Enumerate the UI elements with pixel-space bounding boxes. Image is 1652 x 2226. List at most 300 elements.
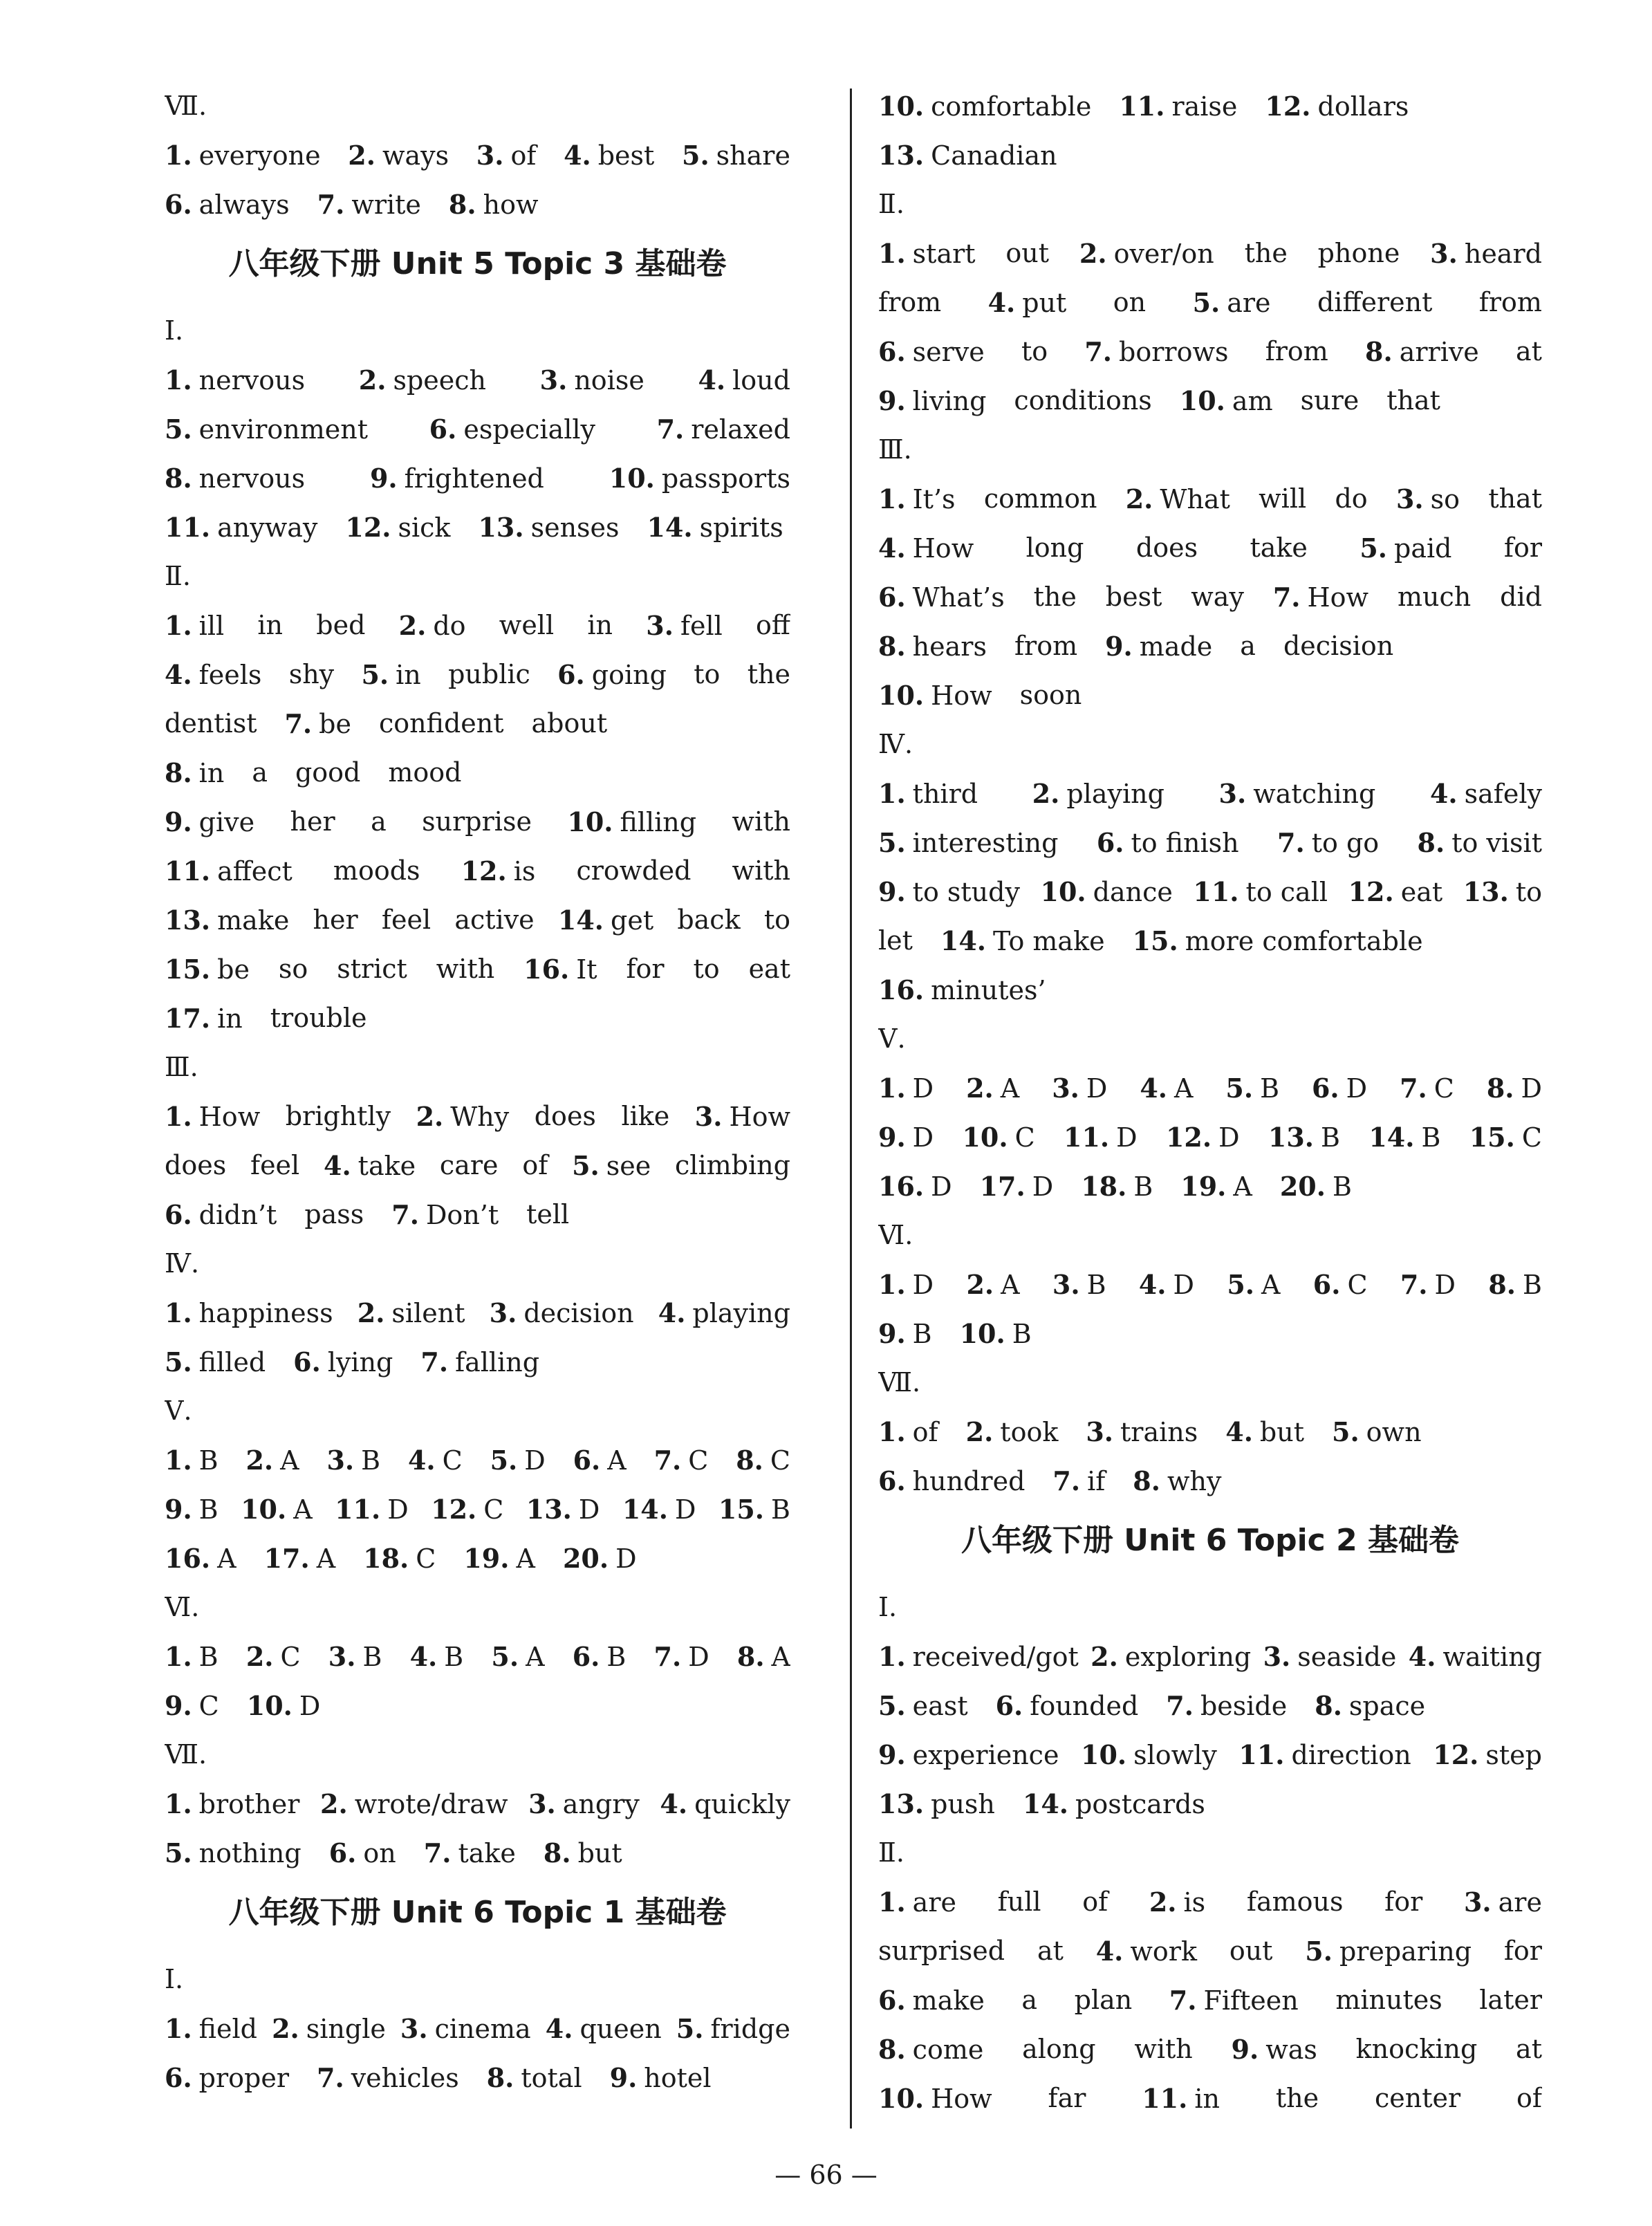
item-number: 7. — [656, 414, 685, 445]
item-answer: B — [1133, 1171, 1153, 1202]
answer-item — [1005, 229, 1049, 278]
item-answer: slowly — [1133, 1740, 1217, 1770]
item-number: 7. — [653, 1445, 682, 1476]
item-number: 6. — [165, 189, 192, 220]
item-answer: from — [1265, 336, 1328, 367]
item-answer: let — [878, 925, 913, 956]
answer-item — [388, 748, 461, 797]
item-answer: D — [1218, 1122, 1240, 1153]
item-number: 19. — [463, 1543, 510, 1574]
answer-item — [165, 797, 254, 846]
answer-item — [966, 1260, 1019, 1309]
answer-line — [878, 1064, 1542, 1113]
item-number: 17. — [263, 1543, 310, 1574]
item-answer: to — [694, 659, 721, 689]
item-number: 6. — [878, 336, 906, 367]
answer-item — [382, 896, 431, 945]
section-numeral: Ⅱ. — [165, 561, 191, 591]
answer-item — [165, 180, 290, 229]
answer-item — [165, 1485, 219, 1534]
item-answer: B — [198, 1642, 219, 1672]
answer-item — [878, 622, 987, 671]
item-number: 5. — [361, 659, 389, 690]
answer-item — [878, 1260, 934, 1309]
item-answer: on — [1113, 287, 1147, 317]
answer-line — [878, 1456, 1542, 1505]
item-answer: come — [912, 2034, 984, 2065]
answer-item — [250, 1141, 299, 1190]
item-answer: It’s — [912, 484, 956, 514]
item-number: 13. — [878, 140, 925, 171]
item-answer: is — [1183, 1887, 1206, 1918]
item-answer: the — [1033, 582, 1077, 612]
answer-item — [878, 818, 1058, 867]
item-number: 3. — [539, 364, 568, 396]
item-answer: active — [454, 905, 535, 935]
answer-item — [764, 896, 790, 945]
item-answer: space — [1348, 1691, 1426, 1721]
item-answer: A — [771, 1642, 790, 1672]
answer-item — [324, 1141, 416, 1190]
item-answer: best — [1105, 582, 1162, 612]
item-answer: D — [1086, 1073, 1108, 1104]
answer-item — [1332, 1407, 1422, 1456]
answer-item — [748, 650, 790, 699]
item-answer: strict — [337, 954, 407, 984]
item-number: 13. — [878, 1788, 925, 1819]
item-answer: A — [1001, 1270, 1020, 1300]
item-answer: waiting — [1442, 1642, 1542, 1672]
answer-line — [165, 699, 790, 748]
answer-item — [304, 1190, 364, 1239]
item-answer: How — [931, 2084, 992, 2114]
answer-item — [1037, 1927, 1064, 1976]
item-number: 3. — [528, 1788, 556, 1819]
item-number: 6. — [328, 1837, 357, 1868]
item-answer: trouble — [270, 1003, 367, 1033]
item-number: 5. — [165, 1837, 192, 1868]
item-number: 10. — [1081, 1739, 1127, 1770]
item-answer: phone — [1317, 238, 1400, 268]
item-answer: A — [316, 1543, 336, 1574]
item-number: 6. — [1096, 827, 1124, 858]
item-number: 8. — [878, 2034, 906, 2065]
item-number: 6. — [165, 1199, 192, 1230]
item-number: 2. — [966, 1269, 994, 1300]
item-number: 15. — [1469, 1122, 1515, 1153]
answer-item — [1500, 573, 1542, 622]
answer-item — [572, 1141, 651, 1190]
answer-item — [1504, 1927, 1542, 1976]
item-number: 2. — [966, 1073, 994, 1104]
item-answer: anyway — [217, 512, 318, 543]
answer-item — [567, 797, 696, 846]
item-answer: good — [295, 757, 361, 788]
answer-item — [408, 1436, 463, 1485]
item-number: 11. — [335, 1494, 381, 1525]
item-number: 3. — [1430, 238, 1458, 269]
item-number: 4. — [564, 140, 591, 171]
item-answer: Fifteen — [1203, 1985, 1299, 2016]
answer-item — [1430, 229, 1542, 278]
section-numeral: Ⅳ. — [165, 1248, 200, 1279]
answer-item — [878, 2074, 992, 2123]
answer-item — [337, 945, 407, 994]
item-answer: so — [278, 954, 308, 984]
answer-item — [165, 601, 224, 650]
answer-item — [1227, 1260, 1280, 1309]
item-answer: Canadian — [931, 140, 1057, 171]
item-answer: D — [1346, 1073, 1368, 1104]
answer-item — [1149, 1877, 1205, 1927]
answer-item — [165, 1288, 333, 1337]
item-number: 4. — [545, 2013, 573, 2044]
answer-item — [1193, 867, 1328, 916]
item-answer: B — [912, 1319, 932, 1349]
item-number: 3. — [646, 610, 674, 641]
item-answer: if — [1087, 1466, 1106, 1496]
item-answer: to visit — [1451, 828, 1542, 858]
answer-item — [646, 601, 723, 650]
answer-item — [1041, 867, 1173, 916]
answer-item — [1086, 1407, 1198, 1456]
item-answer: are — [1227, 288, 1271, 318]
answer-item — [1034, 573, 1077, 622]
answer-item — [558, 896, 653, 945]
item-number: 10. — [1179, 385, 1225, 416]
item-answer: fridge — [710, 2014, 790, 2044]
answer-line — [165, 1681, 790, 1730]
answer-item — [658, 1288, 790, 1337]
item-answer: happiness — [198, 1298, 333, 1328]
item-answer: D — [688, 1642, 709, 1672]
answer-item — [535, 1092, 596, 1141]
item-number: 11. — [1064, 1122, 1110, 1153]
answer-item — [1277, 818, 1379, 867]
section-numeral: Ⅰ. — [165, 1964, 184, 1994]
item-number: 12. — [1433, 1739, 1479, 1770]
answer-item — [361, 650, 420, 699]
item-number: 5. — [572, 1150, 600, 1181]
answer-item — [424, 1828, 516, 1877]
answer-item — [654, 1436, 709, 1485]
item-answer: D — [1521, 1073, 1542, 1104]
answer-line — [165, 1190, 790, 1239]
item-number: 13. — [478, 512, 524, 543]
item-answer: everyone — [198, 140, 321, 171]
answer-item — [491, 1632, 544, 1681]
item-answer: for — [1384, 1886, 1423, 1917]
answer-line — [878, 622, 1542, 671]
answer-line — [878, 1681, 1542, 1730]
answer-item — [295, 748, 360, 797]
item-answer: at — [1516, 336, 1542, 367]
item-number: 2. — [272, 2013, 299, 2044]
answer-item — [1064, 1113, 1138, 1162]
item-number: 13. — [1268, 1122, 1315, 1153]
answer-item — [370, 454, 544, 503]
answer-item — [878, 1309, 932, 1358]
item-answer: bed — [316, 610, 366, 640]
answer-item — [279, 945, 308, 994]
item-answer: A — [1000, 1073, 1020, 1104]
item-answer: D — [1173, 1270, 1194, 1300]
item-answer: B — [444, 1642, 464, 1672]
item-answer: the — [747, 659, 790, 689]
item-number: 8. — [448, 189, 476, 220]
item-answer: How — [1307, 582, 1369, 613]
item-number: 3. — [1052, 1269, 1080, 1300]
answer-item — [1191, 573, 1244, 622]
answer-item — [1283, 622, 1393, 671]
item-number: 7. — [420, 1346, 449, 1378]
item-answer: best — [597, 140, 655, 171]
item-number: 9. — [878, 385, 906, 416]
answer-item — [416, 1092, 510, 1141]
item-answer: but — [577, 1838, 622, 1868]
item-number: 5. — [1192, 287, 1221, 318]
answer-item — [718, 1485, 790, 1534]
item-number: 13. — [526, 1494, 572, 1525]
item-answer: What’s — [912, 582, 1005, 613]
item-answer: total — [521, 2063, 582, 2093]
left-column — [165, 82, 790, 2102]
item-answer: do — [433, 611, 466, 641]
answer-item — [676, 2004, 790, 2053]
section-numeral: Ⅱ. — [878, 1837, 904, 1868]
item-answer: a — [1240, 631, 1256, 661]
item-answer: be — [319, 709, 351, 739]
answer-item — [422, 797, 532, 846]
answer-item — [1238, 1730, 1411, 1779]
answer-item — [1081, 1162, 1153, 1211]
answer-line — [165, 1485, 790, 1534]
item-number: 6. — [995, 1690, 1023, 1721]
item-number: 8. — [1133, 1465, 1160, 1496]
item-number: 11. — [1119, 91, 1165, 122]
item-answer: sick — [398, 512, 451, 543]
answer-line — [878, 1927, 1542, 1976]
item-number: 10. — [1040, 876, 1086, 907]
item-answer: C — [1521, 1122, 1542, 1153]
answer-item — [165, 650, 261, 699]
item-answer: back — [677, 905, 741, 935]
item-number: 7. — [1052, 1465, 1081, 1496]
item-answer: A — [217, 1543, 236, 1574]
answer-item — [1487, 1064, 1542, 1113]
item-number: 4. — [987, 287, 1016, 318]
item-number: 3. — [1463, 1886, 1492, 1918]
answer-item — [1409, 1632, 1542, 1681]
item-number: 19. — [1180, 1171, 1227, 1202]
item-number: 2. — [1090, 1641, 1118, 1672]
item-answer: with — [732, 855, 790, 886]
answer-item — [257, 601, 283, 650]
answer-item — [1081, 1730, 1217, 1779]
item-answer: dollars — [1317, 91, 1409, 122]
item-answer: filled — [198, 1347, 266, 1378]
item-answer: fell — [680, 611, 723, 641]
answer-item — [371, 797, 387, 846]
answer-item — [1265, 82, 1409, 131]
answer-item — [431, 1485, 503, 1534]
item-number: 6. — [572, 1641, 600, 1672]
answer-line — [878, 474, 1542, 523]
item-answer: pass — [304, 1199, 364, 1230]
item-answer: are — [912, 1887, 956, 1918]
item-answer: D — [912, 1073, 934, 1104]
answer-item — [1463, 867, 1542, 916]
item-answer: with — [732, 806, 790, 837]
answer-item — [878, 131, 1057, 180]
answer-item — [449, 180, 539, 229]
item-number: 4. — [660, 1788, 688, 1819]
section-numeral: Ⅲ. — [165, 1052, 198, 1082]
answer-item — [626, 945, 664, 994]
item-number: 11. — [1142, 2083, 1188, 2114]
answer-item — [878, 2025, 983, 2074]
answer-item — [329, 1828, 396, 1877]
section-numeral: Ⅵ. — [165, 1592, 200, 1622]
item-number: 6. — [165, 2062, 192, 2093]
item-answer: her — [313, 905, 358, 935]
item-answer: paid — [1394, 533, 1452, 564]
answer-item — [252, 748, 268, 797]
item-answer: A — [293, 1494, 313, 1525]
item-answer: A — [516, 1543, 535, 1574]
answer-item — [313, 896, 358, 945]
answer-item — [1136, 523, 1198, 573]
item-answer: A — [1261, 1270, 1281, 1300]
answer-item — [326, 1436, 380, 1485]
item-answer: out — [1229, 1936, 1273, 1966]
answer-item — [476, 131, 537, 180]
item-number: 10. — [241, 1494, 287, 1525]
answer-item — [878, 965, 1046, 1014]
item-answer: to call — [1245, 877, 1328, 907]
item-number: 5. — [676, 2013, 704, 2044]
answer-item — [878, 1927, 1005, 1976]
answer-line — [878, 573, 1542, 622]
item-number: 1. — [165, 1641, 192, 1672]
item-answer: vehicles — [351, 2063, 459, 2093]
item-answer: didn’t — [198, 1200, 277, 1230]
item-answer: for — [1503, 1936, 1542, 1966]
item-number: 11. — [165, 855, 211, 887]
answer-item — [1479, 1976, 1542, 2025]
item-answer: dance — [1093, 877, 1173, 907]
item-answer: lying — [327, 1347, 393, 1378]
item-answer: did — [1500, 582, 1542, 612]
item-answer: for — [1503, 532, 1542, 563]
item-number: 1. — [878, 1269, 906, 1300]
item-number: 6. — [573, 1445, 601, 1476]
item-number: 9. — [165, 806, 192, 837]
item-number: 11. — [1238, 1739, 1285, 1770]
item-number: 4. — [1138, 1269, 1167, 1300]
answer-item — [1400, 1260, 1456, 1309]
item-number: 4. — [324, 1150, 351, 1181]
answer-item — [165, 748, 224, 797]
item-number: 1. — [165, 2013, 192, 2044]
item-answer: B — [606, 1642, 627, 1672]
item-answer: at — [1037, 1936, 1064, 1966]
answer-item — [732, 846, 790, 896]
answer-item — [657, 405, 790, 454]
answer-item — [522, 1141, 548, 1190]
item-number: 14. — [647, 512, 693, 543]
answer-item — [335, 1485, 409, 1534]
item-answer: put — [1022, 288, 1067, 318]
item-number: 12. — [1265, 91, 1311, 122]
answer-item — [1133, 1456, 1221, 1505]
item-number: 9. — [1105, 631, 1133, 662]
answer-line — [165, 1828, 790, 1877]
item-number: 5. — [491, 1641, 519, 1672]
item-number: 8. — [878, 631, 906, 662]
item-answer: sure — [1300, 385, 1359, 416]
item-number: 1. — [878, 483, 906, 514]
item-answer: surprised — [878, 1936, 1005, 1966]
item-number: 10. — [246, 1690, 293, 1721]
item-number: 7. — [1166, 1690, 1194, 1721]
item-answer: later — [1479, 1985, 1542, 2015]
item-answer: decision — [1283, 631, 1394, 661]
answer-line — [878, 818, 1542, 867]
item-answer: to — [763, 905, 790, 935]
answer-item — [1079, 229, 1214, 278]
answer-item — [878, 1730, 1059, 1779]
item-number: 7. — [1277, 827, 1305, 858]
item-answer: about — [531, 708, 608, 739]
answer-line — [878, 2074, 1542, 2123]
answer-item — [359, 355, 486, 405]
answer-item — [1052, 1064, 1107, 1113]
answer-item — [165, 2004, 257, 2053]
answer-item — [609, 454, 790, 503]
item-number: 9. — [878, 1739, 906, 1770]
item-answer: in — [257, 610, 284, 640]
answer-line — [165, 994, 790, 1043]
item-answer: conditions — [1014, 385, 1152, 416]
item-answer: work — [1130, 1936, 1197, 1967]
answer-item — [878, 278, 941, 327]
item-answer: in — [1194, 2084, 1221, 2114]
item-number: 7. — [423, 1837, 452, 1868]
answer-item — [654, 1632, 709, 1681]
answer-item — [1259, 474, 1306, 523]
answer-item — [317, 180, 421, 229]
item-number: 6. — [429, 414, 457, 445]
item-answer: care — [439, 1150, 499, 1180]
item-number: 1. — [165, 1788, 192, 1819]
item-number: 10. — [962, 1122, 1008, 1153]
answer-item — [1516, 327, 1542, 376]
item-answer: give — [198, 807, 255, 837]
item-answer: write — [351, 189, 421, 220]
item-answer: D — [912, 1270, 934, 1300]
item-answer: C — [1014, 1122, 1035, 1153]
item-answer: D — [615, 1543, 637, 1574]
answer-item — [165, 503, 317, 552]
item-answer: are — [1498, 1887, 1542, 1918]
answer-line — [878, 1779, 1542, 1828]
item-answer: B — [1523, 1270, 1542, 1300]
item-number: 1. — [165, 1297, 192, 1328]
answer-item — [962, 1113, 1034, 1162]
section-numeral: Ⅵ. — [878, 1220, 913, 1250]
answer-line — [878, 965, 1542, 1014]
